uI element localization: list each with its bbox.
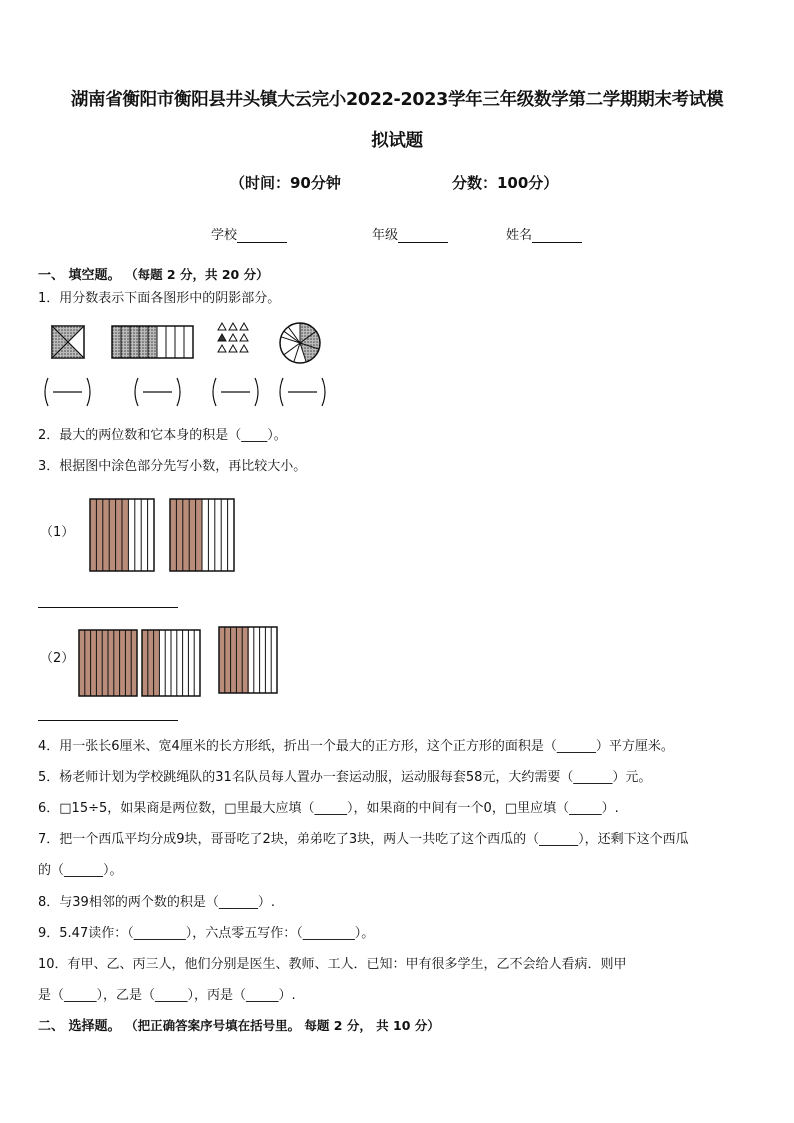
name-field [506,224,582,243]
question-3-part-1-label: （1） [40,525,75,540]
grade-field [372,224,448,243]
section-2-heading [38,1015,440,1034]
section-2-note: （把正确答案序号填在括号里。 每题 2 分， 共 10 分） [125,1018,440,1033]
decimal-strip-grid-3 [219,627,277,693]
page-title-line2: 拟试题 [371,131,423,151]
decimal-grid-left [90,499,154,571]
question-1: 1．用分数表示下面各图形中的阴影部分。 [38,291,281,306]
section-1-heading [38,264,269,283]
page-title-line1: 湖南省衡阳市衡阳县井头镇大云完小2022-2023学年三年级数学第二学期期末考试模 [70,90,724,110]
question-3-part-2-figure [76,624,281,699]
decimal-grid-right [170,499,234,571]
exam-time: （时间：90分钟 [230,174,341,192]
question-1-figures [40,320,340,410]
question-8: 8．与39相邻的两个数的积是（______）. [38,895,275,910]
figure-triangles [218,323,248,352]
question-5: 5．杨老师计划为学校跳绳队的31名队员每人置办一套运动服，运动服每套58元，大约需要（______）元。 [38,770,652,785]
question-7-line-1: 7．把一个西瓜平均分成9块，哥哥吃了2块，弟弟吃了3块，两人一共吃了这个西瓜的（______），还剩下这个西瓜 [38,832,689,847]
figure-square-diagonals [52,326,84,358]
name-blank[interactable] [532,228,582,243]
fraction-answer-brackets[interactable] [45,378,325,406]
question-6: 6．□15÷5，如果商是两位数，□里最大应填（_____），如果商的中间有一个0，□里应填（_____）. [38,801,619,816]
question-10-line-1: 10．有甲、乙、丙三人，他们分别是医生、教师、工人．已知：甲有很多学生，乙不会给人看病．则甲 [38,957,627,972]
section-2-title: 二、 选择题。 [38,1019,121,1034]
school-field [211,224,287,243]
question-7-line-2: 的（______）。 [38,863,123,878]
answer-line-3-1[interactable] [38,607,178,608]
decimal-strip-grid-2 [142,630,200,696]
figure-circle-sectors [280,323,320,363]
name-label: 姓名 [506,228,533,243]
exam-score: 分数：100分） [452,174,559,192]
question-2: 2．最大的两位数和它本身的积是（____）。 [38,428,287,443]
question-3-part-1-figure [86,495,236,575]
figure-rectangle-strips [112,326,193,358]
grade-label: 年级 [372,228,399,243]
question-9: 9．5.47读作：（________），六点零五写作：（________）。 [38,926,375,941]
school-label: 学校 [211,228,238,243]
section-1-note: （每题 2 分，共 20 分） [125,267,269,282]
section-1-title: 一、 填空题。 [38,268,121,283]
question-4: 4．用一张长6厘米、宽4厘米的长方形纸，折出一个最大的正方形，这个正方形的面积是（______）平方厘米。 [38,739,674,754]
school-blank[interactable] [237,228,287,243]
question-3: 3．根据图中涂色部分先写小数，再比较大小。 [38,459,307,474]
decimal-strip-grid-1 [79,630,137,696]
question-3-part-2-label: （2） [40,651,75,666]
question-10-line-2: 是（_____），乙是（_____），丙是（_____）. [38,988,296,1003]
answer-line-3-2[interactable] [38,720,178,721]
grade-blank[interactable] [398,228,448,243]
